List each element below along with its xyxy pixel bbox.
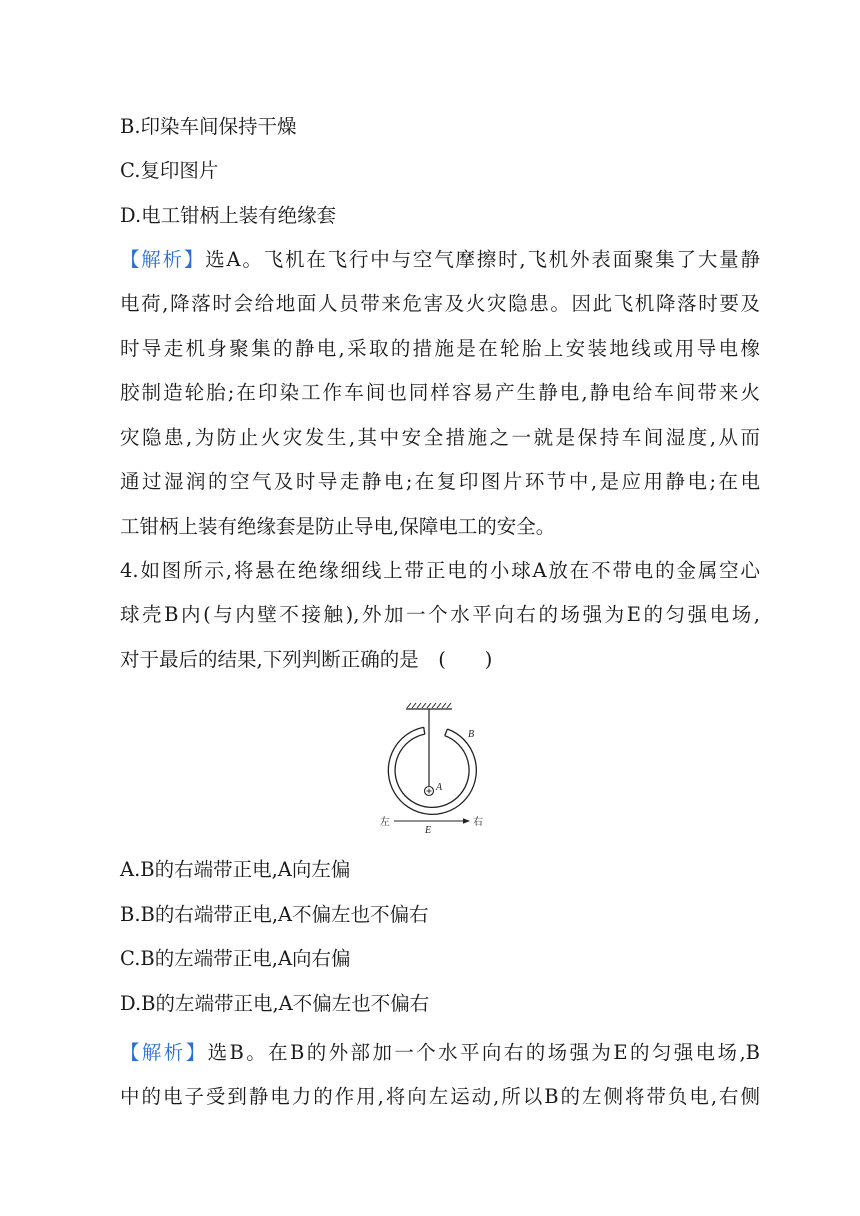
- label-left: 左: [380, 817, 390, 828]
- q3-analysis-line: 【解析】选A。飞机在飞行中与空气摩擦时,飞机外表面聚集了大量静: [120, 248, 760, 271]
- label-right: 右: [473, 817, 483, 828]
- q4-stem-line: 对于最后的结果,下列判断正确的是 ( ): [120, 648, 493, 671]
- analysis-tag: 【解析】: [120, 248, 206, 271]
- q3-analysis-line: 时导走机身聚集的静电,采取的措施是在轮胎上安装地线或用导电橡: [120, 337, 760, 360]
- label-e: E: [425, 825, 432, 836]
- q4-stem-line: 球壳B内(与内壁不接触),外加一个水平向右的场强为E的匀强电场,: [120, 603, 760, 626]
- q4-analysis-line: 中的电子受到静电力的作用,将向左运动,所以B的左侧将带负电,右侧: [120, 1085, 760, 1108]
- q4-stem-line: 4.如图所示,将悬在绝缘细线上带正电的小球A放在不带电的金属空心: [120, 559, 760, 582]
- q3-option-d: D.电工钳柄上装有绝缘套: [120, 204, 337, 227]
- label-a: A: [436, 782, 443, 793]
- q3-analysis-line: 通过湿润的空气及时导走静电;在复印图片环节中,是应用静电;在电: [120, 470, 760, 493]
- q4-analysis-line: 【解析】选B。在B的外部加一个水平向右的场强为E的匀强电场,B: [120, 1041, 760, 1064]
- q3-analysis-line: 电荷,降落时会给地面人员带来危害及火灾隐患。因此飞机降落时要及: [120, 292, 760, 315]
- metal-shell-b: [388, 727, 476, 814]
- q3-option-c: C.复印图片: [120, 159, 219, 182]
- ceiling-hatch: [406, 703, 452, 709]
- q4-option-c: C.B的左端带正电,A向右偏: [120, 947, 351, 970]
- q3-analysis-line: 工钳柄上装有绝缘套是防止导电,保障电工的安全。: [120, 515, 556, 538]
- q3-analysis-line: 胶制造轮胎;在印染工作车间也同样容易产生静电,静电给车间带来火: [120, 381, 760, 404]
- q4-option-a: A.B的右端带正电,A向左偏: [120, 858, 351, 881]
- q4-option-d: D.B的左端带正电,A不偏左也不偏右: [120, 992, 430, 1015]
- label-b: B: [468, 729, 475, 740]
- sphere-shell-figure: [376, 700, 496, 836]
- analysis-tag: 【解析】: [120, 1041, 208, 1064]
- q4-option-b: B.B的右端带正电,A不偏左也不偏右: [120, 903, 429, 926]
- field-arrow: [394, 818, 470, 823]
- q3-option-b: B.印染车间保持干燥: [120, 115, 297, 138]
- q3-analysis-line: 灾隐患,为防止火灾发生,其中安全措施之一就是保持车间湿度,从而: [120, 426, 760, 449]
- charged-ball-a: [425, 787, 434, 796]
